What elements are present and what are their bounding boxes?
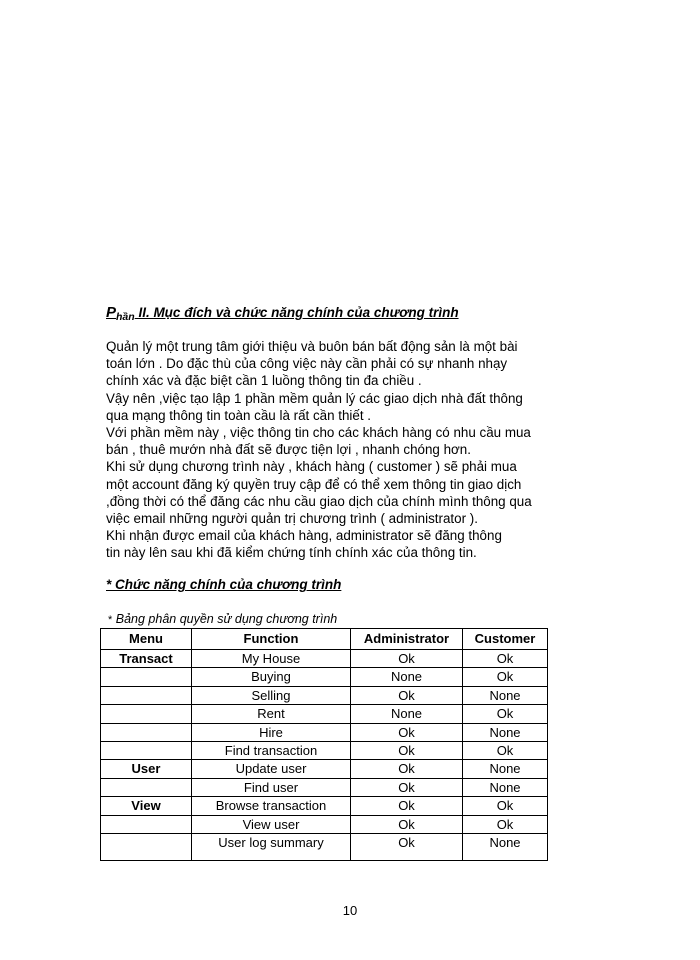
table-row xyxy=(101,723,548,741)
paragraph-line: Khi nhận được email của khách hàng, administrator sẽ đăng thông xyxy=(106,528,502,544)
paragraph-line: việc email những người quản trị chương trình ( administrator ). xyxy=(106,511,478,527)
table-row xyxy=(101,760,548,778)
heading-text: II. Mục đích và chức năng chính của chương trình xyxy=(134,305,459,320)
permission-table xyxy=(100,628,548,861)
cell-customer: None xyxy=(463,833,548,860)
paragraph-line: Với phần mềm này , việc thông tin cho các khách hàng có nhu cầu mua xyxy=(106,425,531,441)
cell-menu xyxy=(101,741,192,759)
table-header-row xyxy=(101,629,548,650)
table-row xyxy=(101,686,548,704)
page-number: 10 xyxy=(342,903,358,918)
header-customer: Customer xyxy=(463,629,548,650)
table-caption xyxy=(108,612,337,626)
cell-administrator: None xyxy=(351,705,463,723)
cell-function: Find user xyxy=(192,778,351,796)
cell-customer: None xyxy=(463,686,548,704)
paragraph-line: toán lớn . Do đặc thù của công việc này cần phải có sự nhanh nhạy xyxy=(106,356,508,372)
cell-customer: None xyxy=(463,778,548,796)
cell-menu xyxy=(101,668,192,686)
cell-administrator: Ok xyxy=(351,778,463,796)
cell-function: Rent xyxy=(192,705,351,723)
cell-administrator: Ok xyxy=(351,723,463,741)
cell-customer: Ok xyxy=(463,668,548,686)
heading-initial-sub: hần xyxy=(116,311,135,323)
table-row xyxy=(101,833,548,860)
cell-function: Buying xyxy=(192,668,351,686)
paragraph-line: tin này lên sau khi đã kiểm chứng tính chính xác của thông tin. xyxy=(106,545,477,561)
cell-function: My House xyxy=(192,650,351,668)
cell-menu xyxy=(101,705,192,723)
heading-initial: P xyxy=(106,304,117,321)
paragraph-line: Khi sử dụng chương trình này , khách hàng ( customer ) sẽ phải mua xyxy=(106,459,517,475)
caption-text: Bảng phân quyền sử dụng chương trình xyxy=(112,612,338,626)
cell-function: Update user xyxy=(192,760,351,778)
section-heading xyxy=(106,304,459,321)
cell-customer: None xyxy=(463,760,548,778)
cell-administrator: Ok xyxy=(351,760,463,778)
cell-customer: Ok xyxy=(463,815,548,833)
cell-administrator: Ok xyxy=(351,833,463,860)
cell-menu xyxy=(101,833,192,860)
table-row xyxy=(101,797,548,815)
cell-administrator: Ok xyxy=(351,650,463,668)
cell-menu: View xyxy=(101,797,192,815)
header-function: Function xyxy=(192,629,351,650)
table-row xyxy=(101,668,548,686)
cell-menu xyxy=(101,686,192,704)
star-bullet-icon: * xyxy=(108,614,113,626)
cell-menu xyxy=(101,815,192,833)
cell-function: Hire xyxy=(192,723,351,741)
table-row xyxy=(101,705,548,723)
header-menu: Menu xyxy=(101,629,192,650)
table-row xyxy=(101,650,548,668)
cell-administrator: Ok xyxy=(351,741,463,759)
cell-administrator: None xyxy=(351,668,463,686)
cell-function: Find transaction xyxy=(192,741,351,759)
cell-administrator: Ok xyxy=(351,686,463,704)
cell-administrator: Ok xyxy=(351,797,463,815)
paragraph-line: chính xác và đặc biệt cần 1 luồng thông tin đa chiều . xyxy=(106,373,422,389)
cell-customer: Ok xyxy=(463,797,548,815)
paragraph-line: qua mạng thông tin toàn cầu là rất cần thiết . xyxy=(106,407,372,423)
paragraph-line: bán , thuê mướn nhà đất sẽ được tiện lợi , nhanh chóng hơn. xyxy=(106,442,471,458)
cell-menu xyxy=(101,778,192,796)
paragraph-line: Vậy nên ,việc tạo lập 1 phần mềm quản lý các giao dịch nhà đất thông xyxy=(106,390,523,406)
cell-menu: Transact xyxy=(101,650,192,668)
cell-menu: User xyxy=(101,760,192,778)
cell-function: Selling xyxy=(192,686,351,704)
cell-function: View user xyxy=(192,815,351,833)
paragraph-line: một account đăng ký quyền truy cập để có thể xem thông tin giao dịch xyxy=(106,476,522,492)
paragraph-line: ,đồng thời có thể đăng các nhu cầu giao dịch của chính mình thông qua xyxy=(106,493,532,509)
cell-function: Browse transaction xyxy=(192,797,351,815)
body-paragraph xyxy=(106,338,606,562)
table-row xyxy=(101,815,548,833)
paragraph-line: Quản lý một trung tâm giới thiệu và buôn bán bất động sản là một bài xyxy=(106,339,518,354)
cell-customer: Ok xyxy=(463,650,548,668)
cell-function: User log summary xyxy=(192,833,351,860)
sub-heading: * Chức năng chính của chương trình xyxy=(106,577,342,592)
cell-customer: None xyxy=(463,723,548,741)
cell-administrator: Ok xyxy=(351,815,463,833)
table-row xyxy=(101,741,548,759)
header-administrator: Administrator xyxy=(351,629,463,650)
cell-menu xyxy=(101,723,192,741)
cell-customer: Ok xyxy=(463,741,548,759)
cell-customer: Ok xyxy=(463,705,548,723)
table-row xyxy=(101,778,548,796)
